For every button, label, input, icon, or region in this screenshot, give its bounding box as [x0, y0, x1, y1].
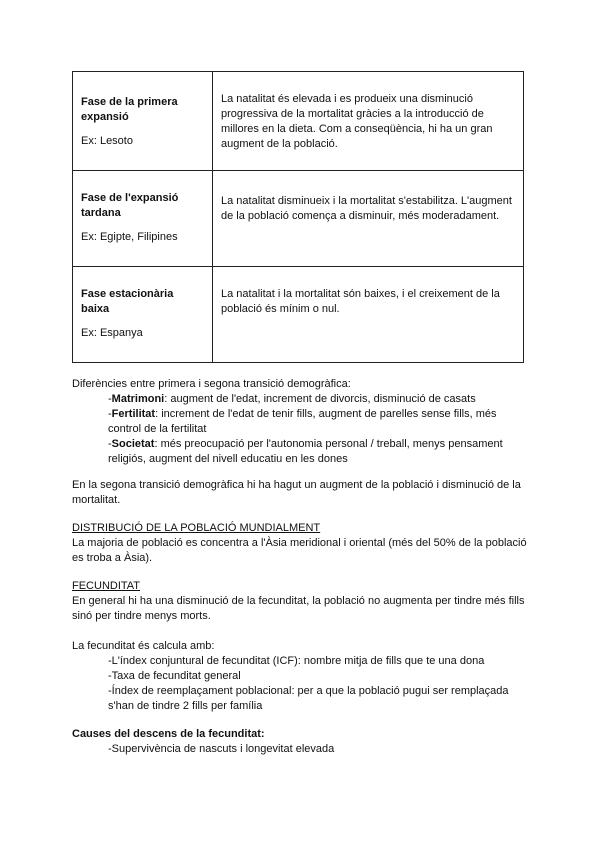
- list-item: -Societat: més preocupació per l'autonomia personal / treball, menys pensament religiós, augment del nivell educatiu en les dones: [108, 438, 503, 465]
- list-item: -Supervivència de nascuts i longevitat elevada: [108, 743, 335, 755]
- fecundity-causes: [72, 727, 528, 757]
- term: Fertilitat: [111, 408, 156, 420]
- list-item: -Matrimoni: augment de l'edat, increment de divorcis, disminució de casats: [108, 393, 476, 405]
- phase-description-cell: [213, 267, 524, 363]
- phase-description: La natalitat disminueix i la mortalitat s'estabilitza. L'augment de la població comença a disminuir, més moderadament.: [221, 195, 512, 222]
- term: Societat: [111, 438, 155, 450]
- phase-cell: [73, 171, 213, 267]
- phases-table: [72, 71, 524, 363]
- table-row: [73, 171, 524, 267]
- phase-example: Ex: Egipte, Filipines: [81, 231, 178, 243]
- differences-intro: Diferències entre primera i segona transició demogràfica:: [72, 378, 351, 390]
- phase-cell: [73, 72, 213, 171]
- phase-title: Fase estacionària baixa: [81, 288, 174, 315]
- section-heading: DISTRIBUCIÓ DE LA POBLACIÓ MUNDIALMENT: [72, 522, 321, 534]
- phase-description-cell: [213, 171, 524, 267]
- term: Matrimoni: [111, 393, 165, 405]
- fecundity-calc: [72, 639, 528, 714]
- fecundity-section: [72, 579, 528, 624]
- list-item: -L'índex conjuntural de fecunditat (ICF): nombre mitja de fills que te una dona: [108, 655, 485, 667]
- calc-intro: La fecunditat és calcula amb:: [72, 640, 215, 652]
- list-item: -Fertilitat: increment de l'edat de tenir fills, augment de parelles sense fills, més control de la fertilitat: [108, 408, 497, 435]
- phase-example: Ex: Espanya: [81, 327, 143, 339]
- distribution-section: [72, 521, 528, 566]
- paragraph: En general hi ha una disminució de la fecunditat, la població no augmenta per tindre més fills sinó per tindre menys morts.: [72, 595, 525, 622]
- phase-description: La natalitat i la mortalitat són baixes, i el creixement de la població és mínim o nul.: [221, 288, 500, 315]
- differences-section: [72, 377, 528, 467]
- phase-description-cell: [213, 72, 524, 171]
- list-item: -Taxa de fecunditat general: [108, 670, 241, 682]
- paragraph: La majoria de població es concentra a l'Àsia meridional i oriental (més del 50% de la població es troba a Àsia).: [72, 537, 527, 564]
- differences-conclusion: En la segona transició demogràfica hi ha hagut un augment de la població i disminució de la mortalitat.: [72, 479, 521, 506]
- phase-title: Fase de la primera expansió: [81, 96, 178, 123]
- table-row: [73, 267, 524, 363]
- table-row: [73, 72, 524, 171]
- phase-description: La natalitat és elevada i es produeix una disminució progressiva de la mortalitat gràcies a la introducció de millores en la dieta. Com a conseqüència, hi ha un gran augment de la població.: [221, 93, 493, 150]
- phase-title: Fase de l'expansió tardana: [81, 192, 179, 219]
- phase-example: Ex: Lesoto: [81, 135, 133, 147]
- causes-heading: Causes del descens de la fecunditat:: [72, 728, 265, 740]
- phase-cell: [73, 267, 213, 363]
- list-item: -Índex de reemplaçament poblacional: per a que la població pugui ser remplaçada s'han de tindre 2 fills per família: [108, 685, 509, 712]
- section-heading: FECUNDITAT: [72, 580, 141, 592]
